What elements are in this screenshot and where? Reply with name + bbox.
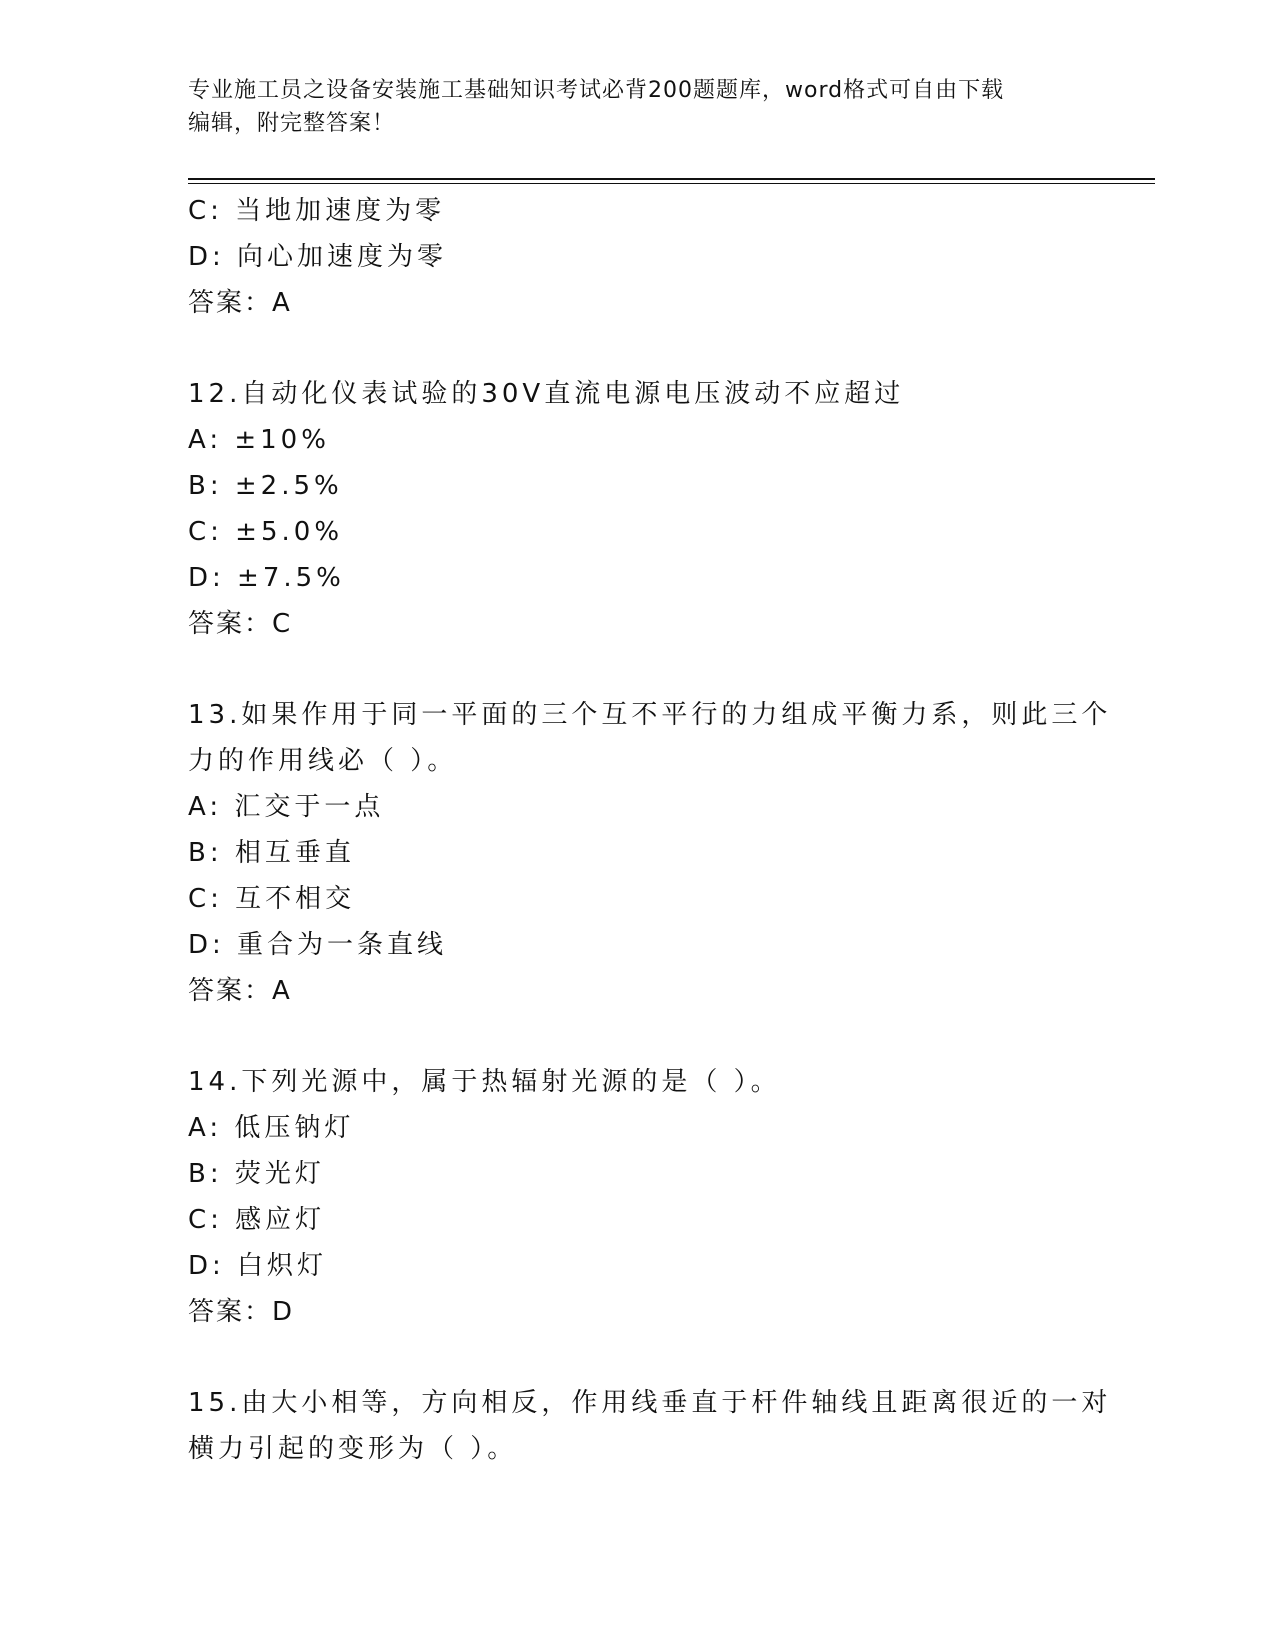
header-divider-thin bbox=[188, 183, 1155, 184]
option-a: A: 低压钠灯 bbox=[188, 1113, 355, 1143]
option-c: C: 当地加速度为零 bbox=[188, 196, 446, 226]
option-a: A: ±10% bbox=[188, 425, 330, 455]
question-12-block bbox=[188, 371, 1088, 647]
option-d: D: 向心加速度为零 bbox=[188, 242, 448, 272]
option-c: C: 互不相交 bbox=[188, 884, 356, 914]
document-header bbox=[188, 74, 1088, 140]
option-a: A: 汇交于一点 bbox=[188, 792, 385, 822]
option-b: B: 相互垂直 bbox=[188, 838, 355, 868]
question-14-block bbox=[188, 1059, 1088, 1335]
header-line-2: 编辑，附完整答案！ bbox=[188, 111, 396, 136]
option-d: D: 重合为一条直线 bbox=[188, 930, 448, 960]
spacer bbox=[188, 647, 1088, 692]
question-15-block bbox=[188, 1380, 1112, 1472]
spacer bbox=[188, 1335, 1088, 1380]
question-text: 14.下列光源中，属于热辐射光源的是（ ）。 bbox=[188, 1067, 781, 1097]
spacer bbox=[188, 1014, 1088, 1059]
question-text-line-2: 力的作用线必（ ）。 bbox=[188, 746, 458, 776]
option-c: C: 感应灯 bbox=[188, 1205, 326, 1235]
header-line-1: 专业施工员之设备安装施工基础知识考试必背200题题库，word格式可自由下载 bbox=[188, 78, 1005, 103]
option-c: C: ±5.0% bbox=[188, 517, 344, 547]
option-d: D: 白炽灯 bbox=[188, 1251, 328, 1281]
question-11-block bbox=[188, 188, 1088, 326]
spacer bbox=[188, 326, 1088, 371]
answer-line: 答案：A bbox=[188, 288, 292, 318]
option-b: B: 荧光灯 bbox=[188, 1159, 325, 1189]
question-text-line-1: 13.如果作用于同一平面的三个互不平行的力组成平衡力系，则此三个 bbox=[188, 700, 1112, 730]
option-d: D: ±7.5% bbox=[188, 563, 345, 593]
answer-line: 答案：A bbox=[188, 976, 292, 1006]
option-b: B: ±2.5% bbox=[188, 471, 343, 501]
answer-line: 答案：C bbox=[188, 609, 293, 639]
header-divider-thick bbox=[188, 178, 1155, 180]
question-list bbox=[188, 188, 1112, 1472]
question-13-block bbox=[188, 692, 1112, 1014]
question-text: 12.自动化仪表试验的30V直流电源电压波动不应超过 bbox=[188, 379, 905, 409]
answer-line: 答案：D bbox=[188, 1297, 295, 1327]
question-text-line-1: 15.由大小相等，方向相反，作用线垂直于杆件轴线且距离很近的一对 bbox=[188, 1388, 1112, 1418]
question-text-line-2: 横力引起的变形为（ ）。 bbox=[188, 1434, 518, 1464]
